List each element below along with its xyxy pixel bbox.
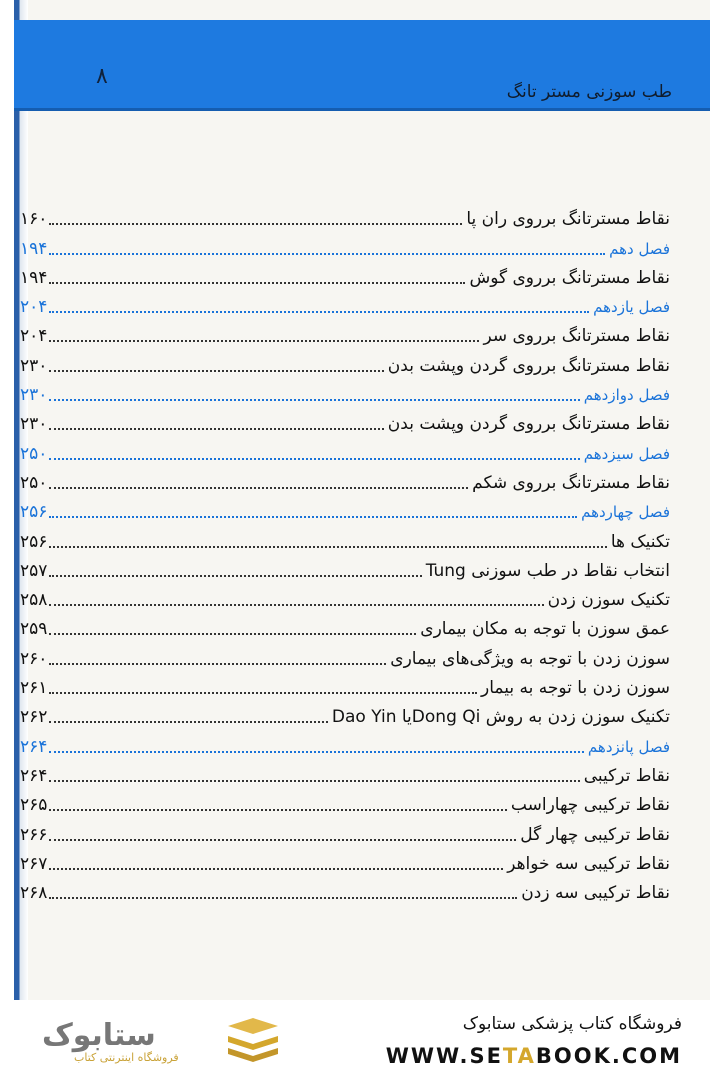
toc-dot-leader [49, 604, 543, 606]
url-suffix: BOOK.COM [535, 1044, 682, 1068]
toc-entry-row [14, 346, 710, 375]
toc-dot-leader [49, 663, 386, 665]
page-number: ۸ [96, 64, 108, 89]
toc-entry-row [14, 522, 710, 551]
store-name: فروشگاه کتاب پزشکی ستابوک [462, 1014, 682, 1034]
book-title: طب سوزنی مستر تانگ [506, 82, 672, 102]
toc-dot-leader [49, 340, 479, 342]
toc-title: تکنیک ها [610, 531, 670, 552]
header-band [14, 20, 710, 111]
toc-page-number: ۲۵۰ [20, 443, 48, 464]
toc-dot-leader [49, 311, 589, 313]
toc-chapter-row [14, 376, 710, 405]
toc-title: فصل سیزدهم [583, 444, 670, 463]
toc-page-number: ۱۹۴ [20, 267, 48, 288]
toc-dot-leader [49, 575, 421, 577]
toc-dot-leader [49, 721, 327, 723]
toc-entry-row [14, 200, 710, 229]
toc-entry-row [14, 259, 710, 288]
toc-title: نقاط مسترتانگ برروی ران پا [466, 209, 670, 230]
toc-dot-leader [49, 428, 383, 430]
url-prefix: WWW.SE [385, 1044, 503, 1068]
toc-dot-leader [49, 253, 605, 255]
toc-page-number: ۲۶۷ [20, 853, 48, 874]
toc-title: فصل دوازدهم [583, 386, 670, 405]
toc-chapter-row [14, 493, 710, 522]
toc-title: نقاط مسترتانگ برروی شکم [472, 472, 670, 493]
toc-page-number: ۲۶۰ [20, 648, 48, 669]
toc-title: فصل چهاردهم [581, 503, 670, 522]
toc-dot-leader [49, 809, 507, 811]
toc-title: نقاط ترکیبی چهاراسب [510, 795, 670, 816]
toc-dot-leader [49, 223, 462, 225]
url-highlight: TA [502, 1044, 536, 1068]
store-url[interactable] [386, 1044, 682, 1068]
toc-entry-row [14, 405, 710, 434]
toc-title: انتخاب نقاط در طب سوزنی Tung [425, 560, 670, 581]
toc-title: نقاط مسترتانگ برروی سر [483, 326, 670, 347]
toc-entry-row [14, 786, 710, 815]
book-page [14, 0, 710, 1000]
toc-page-number: ۱۹۴ [20, 238, 48, 259]
toc-dot-leader [49, 546, 606, 548]
toc-chapter-row [14, 288, 710, 317]
toc-page-number: ۱۶۰ [20, 209, 48, 230]
toc-page-number: ۲۵۶ [20, 531, 48, 552]
toc-title: فصل یازدهم [593, 298, 670, 317]
toc-chapter-row [14, 434, 710, 463]
toc-dot-leader [49, 399, 579, 401]
toc-title: فصل پانزدهم [587, 737, 670, 756]
toc-page-number: ۲۳۰ [20, 355, 48, 376]
book-stack-icon [224, 1018, 282, 1062]
toc-title: فصل دهم [609, 239, 670, 258]
toc-title: نقاط مسترتانگ برروی گردن وپشت بدن [387, 355, 670, 376]
toc-title: نقاط ترکیبی چهار گل [520, 824, 670, 845]
toc-entry-row [14, 815, 710, 844]
toc-dot-leader [49, 458, 579, 460]
toc-title: نقاط مسترتانگ برروی گوش [469, 267, 670, 288]
toc-title: نقاط ترکیبی سه خواهر [507, 853, 670, 874]
toc-dot-leader [49, 868, 503, 870]
toc-entry-row [14, 317, 710, 346]
toc-page-number: ۲۰۴ [20, 297, 48, 318]
store-logo [34, 1018, 284, 1066]
table-of-contents [14, 200, 710, 903]
logo-wordmark: ستابوک [42, 1018, 156, 1053]
toc-page-number: ۲۳۰ [20, 414, 48, 435]
toc-dot-leader [49, 751, 584, 753]
toc-title: عمق سوزن با توجه به مکان بیماری [420, 619, 670, 640]
toc-chapter-row [14, 727, 710, 756]
store-banner [0, 1000, 710, 1080]
toc-page-number: ۲۵۰ [20, 472, 48, 493]
toc-dot-leader [49, 633, 416, 635]
toc-chapter-row [14, 229, 710, 258]
toc-entry-row [14, 552, 710, 581]
toc-page-number: ۲۵۸ [20, 590, 48, 611]
toc-page-number: ۲۶۶ [20, 824, 48, 845]
toc-title: تکنیک سوزن زدن [547, 590, 670, 611]
toc-title: نقاط ترکیبی [583, 765, 670, 786]
toc-page-number: ۲۶۵ [20, 795, 48, 816]
toc-entry-row [14, 669, 710, 698]
toc-entry-row [14, 464, 710, 493]
toc-entry-row [14, 757, 710, 786]
toc-page-number: ۲۳۰ [20, 385, 48, 406]
toc-title: نقاط ترکیبی سه زدن [521, 883, 670, 904]
toc-page-number: ۲۶۴ [20, 765, 48, 786]
toc-page-number: ۲۶۲ [20, 707, 48, 728]
toc-dot-leader [49, 487, 468, 489]
toc-dot-leader [49, 692, 477, 694]
toc-page-number: ۲۶۱ [20, 678, 48, 699]
toc-entry-row [14, 610, 710, 639]
toc-title: سوزن زدن با توجه به ویژگی‌های بیماری [390, 648, 670, 669]
toc-page-number: ۲۵۷ [20, 560, 48, 581]
toc-dot-leader [49, 780, 579, 782]
toc-title: نقاط مسترتانگ برروی گردن وپشت بدن [387, 414, 670, 435]
toc-page-number: ۲۶۴ [20, 736, 48, 757]
toc-page-number: ۲۵۶ [20, 502, 48, 523]
toc-title: سوزن زدن با توجه به بیمار [481, 678, 670, 699]
toc-page-number: ۲۰۴ [20, 326, 48, 347]
toc-entry-row [14, 698, 710, 727]
toc-entry-row [14, 639, 710, 668]
toc-entry-row [14, 845, 710, 874]
toc-page-number: ۲۵۹ [20, 619, 48, 640]
toc-dot-leader [49, 516, 577, 518]
toc-entry-row [14, 581, 710, 610]
toc-dot-leader [49, 370, 383, 372]
logo-subtext: فروشگاه اینترنتی کتاب [74, 1051, 179, 1064]
toc-page-number: ۲۶۸ [20, 883, 48, 904]
toc-dot-leader [49, 839, 516, 841]
toc-dot-leader [49, 897, 517, 899]
toc-dot-leader [49, 282, 465, 284]
toc-entry-row [14, 874, 710, 903]
toc-title: تکنیک سوزن زدن به روش Dong Qiیا Dao Yin [331, 707, 670, 728]
